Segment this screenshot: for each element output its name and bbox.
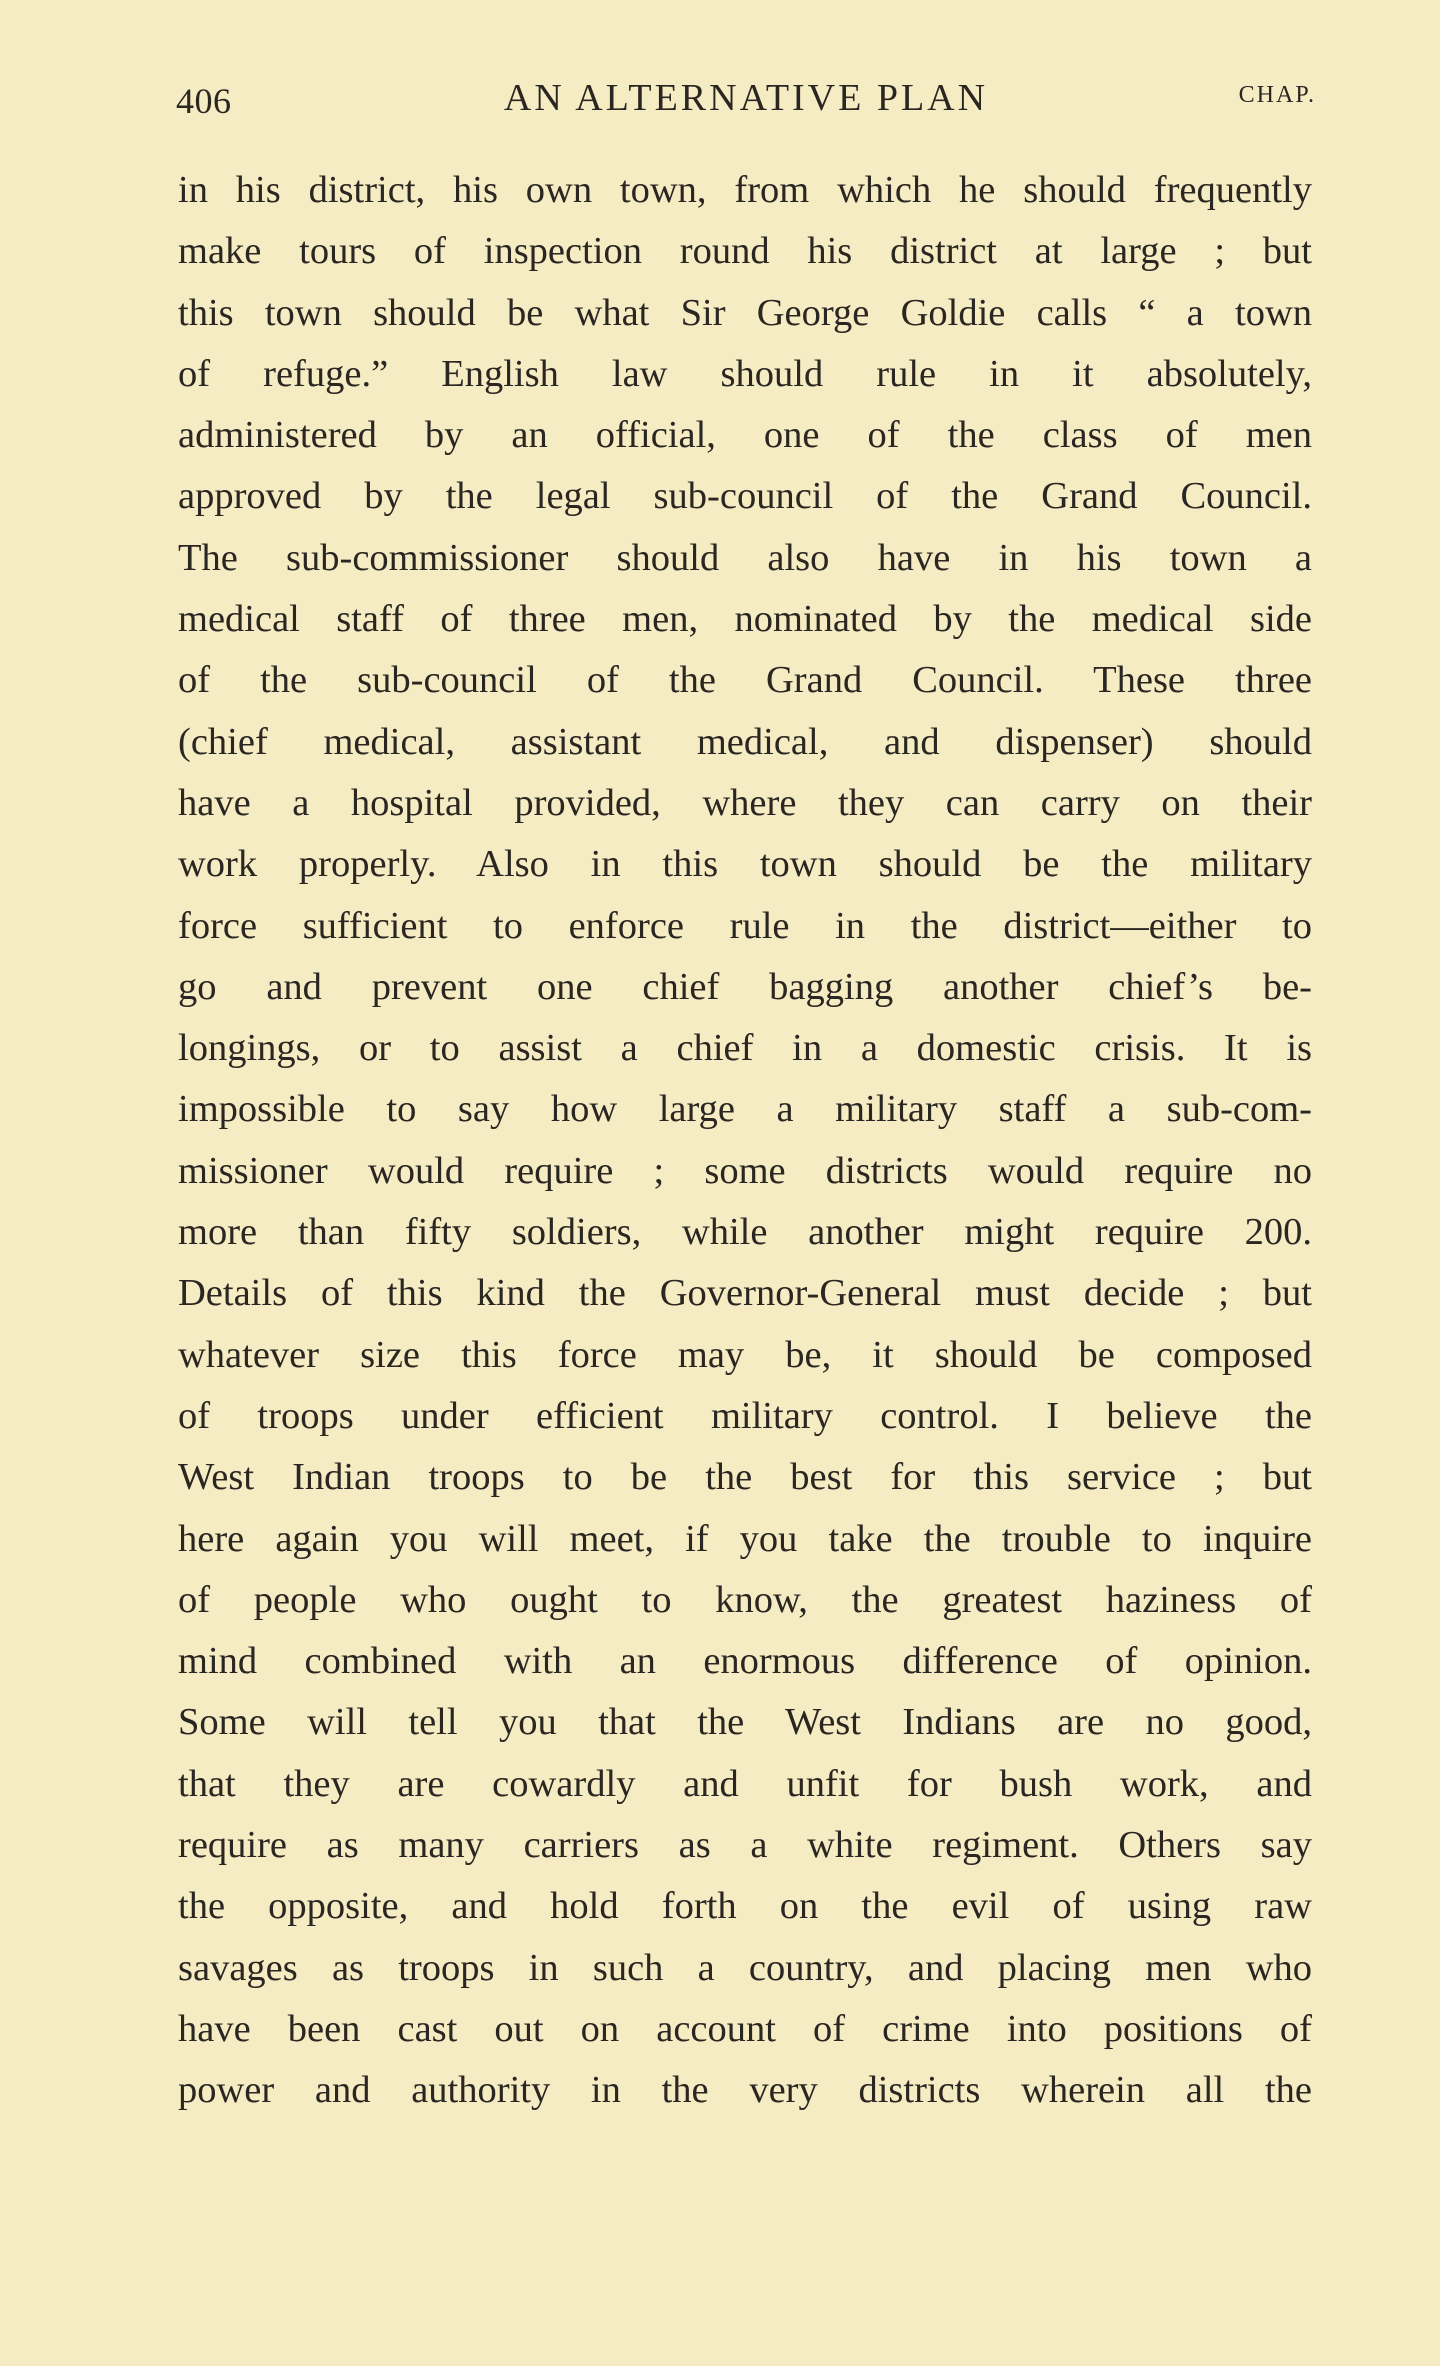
text-line: (chief medical, assistant medical, and dispenser) should xyxy=(178,720,1312,763)
text-line: require as many carriers as a white regiment. Others say xyxy=(178,1824,1312,1867)
text-line: impossible to say how large a military staff a sub-com- xyxy=(178,1088,1312,1131)
text-line: mind combined with an enormous difference of opinion. xyxy=(178,1640,1312,1683)
page-number: 406 xyxy=(176,81,232,121)
text-line: here again you will meet, if you take the trouble to inquire xyxy=(178,1517,1312,1560)
text-line: missioner would require ; some districts would require no xyxy=(178,1149,1312,1192)
text-line: work properly. Also in this town should be the military xyxy=(178,843,1312,886)
text-line: have a hospital provided, where they can carry on their xyxy=(178,781,1312,824)
text-line: in his district, his own town, from which he should frequently xyxy=(178,169,1312,211)
text-line: more than fifty soldiers, while another might require 200. xyxy=(178,1211,1312,1254)
body-text xyxy=(178,160,1312,2122)
text-line: the opposite, and hold forth on the evil of using raw xyxy=(178,1885,1312,1928)
text-line: Some will tell you that the West Indians are no good, xyxy=(178,1701,1312,1744)
text-line: administered by an official, one of the class of men xyxy=(178,414,1312,457)
text-line: of the sub-council of the Grand Council. These three xyxy=(178,659,1312,702)
text-line: power and authority in the very districts wherein all the xyxy=(178,2069,1312,2112)
text-line: of refuge.” English law should rule in it absolutely, xyxy=(178,352,1312,395)
text-line: of people who ought to know, the greatest haziness of xyxy=(178,1578,1312,1621)
text-line: go and prevent one chief bagging another chief’s be- xyxy=(178,965,1312,1008)
text-line: this town should be what Sir George Goldie calls “ a town xyxy=(178,291,1312,334)
text-line: have been cast out on account of crime into positions of xyxy=(178,2007,1312,2050)
text-line: that they are cowardly and unfit for bush work, and xyxy=(178,1762,1312,1805)
text-line: whatever size this force may be, it should be composed xyxy=(178,1333,1312,1376)
text-line: longings, or to assist a chief in a domestic crisis. It is xyxy=(178,1027,1312,1070)
text-line: make tours of inspection round his district at large ; but xyxy=(178,230,1312,273)
text-line: of troops under efficient military control. I believe the xyxy=(178,1394,1312,1437)
text-line: savages as troops in such a country, and placing men who xyxy=(178,1946,1312,1989)
running-title: AN ALTERNATIVE PLAN xyxy=(503,77,989,119)
text-line: approved by the legal sub-council of the Grand Council. xyxy=(178,475,1312,518)
text-line: The sub-commissioner should also have in his town a xyxy=(178,536,1312,579)
text-line: force sufficient to enforce rule in the district—either to xyxy=(178,904,1312,947)
text-line: Details of this kind the Governor-General must decide ; but xyxy=(178,1272,1312,1315)
running-header xyxy=(176,72,1316,132)
text-line: West Indian troops to be the best for this service ; but xyxy=(178,1456,1312,1499)
chapter-label: CHAP. xyxy=(1238,82,1316,108)
text-line: medical staff of three men, nominated by the medical side xyxy=(178,598,1312,641)
